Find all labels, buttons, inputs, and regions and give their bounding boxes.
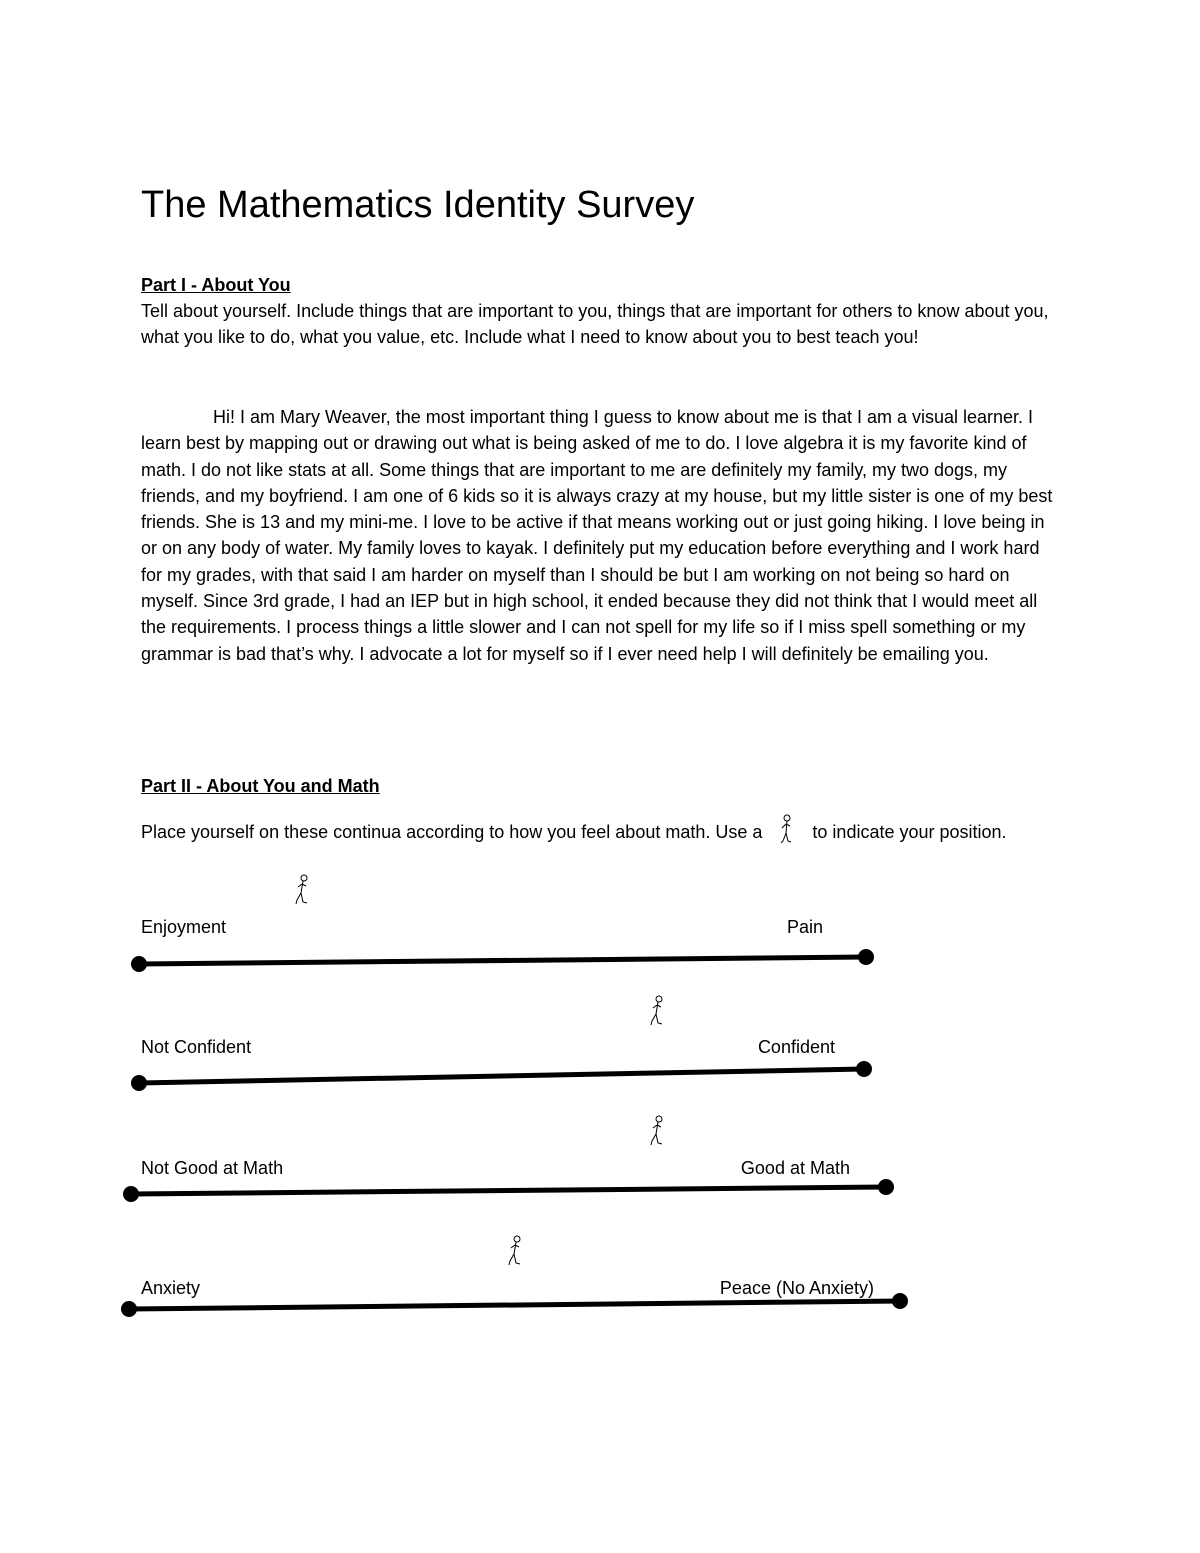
continuum-4-marker-icon[interactable]	[503, 1234, 527, 1275]
continuum-2-line	[131, 1061, 872, 1091]
part1-heading: Part I - About You	[141, 275, 291, 295]
continuum-1-marker-icon[interactable]	[290, 873, 314, 914]
continuum-3-left-label: Not Good at Math	[141, 1158, 284, 1178]
continuum-3-right-label: Good at Math	[740, 1158, 850, 1178]
continuum-2-left-label: Not Confident	[141, 1037, 252, 1057]
page-title: The Mathematics Identity Survey	[141, 184, 695, 226]
part1-prompt: Tell about yourself. Include things that are important to you, things that are important for others to know about you, what you like to do, what you value, etc. Include what I need to know about you to best teach you!	[141, 301, 1049, 348]
continuum-3-line	[123, 1179, 894, 1202]
continuum-1-line	[131, 949, 874, 972]
instruction-text-after: to indicate your position.	[812, 822, 1007, 842]
continuum-3-marker-icon[interactable]	[645, 1114, 669, 1155]
part1-response: Hi! I am Mary Weaver, the most important thing I guess to know about me is that I am a visual learner. I learn best by mapping out or drawing out what is being asked of me to do. I love algebra it is my favorite kind of math. I do not like stats at all. Some things that are important to me are definitely my family, my two dogs, my friends, and my boyfriend. I am one of 6 kids so it is always crazy at my house, but my little sister is one of my best friends. She is 13 and my mini-me. I love to be active if that means working out or just going hiking. I love being in or on any body of water. My family loves to kayak. I definitely put my education before everything and I work hard for my grades, with that said I am harder on myself than I should be but I am working on not being so hard on myself. Since 3rd grade, I had an IEP but in high school, it ended because they did not think that I would meet all the requirements. I process things a little slower and I can not spell for my life so if I miss spell something or my grammar is bad that’s why. I advocate a lot for myself so if I ever need help I will definitely be emailing you.	[141, 407, 1053, 664]
instruction-text-before: Place yourself on these continua according to how you feel about math. Use a	[141, 822, 763, 842]
continuum-2-right-label: Confident	[757, 1037, 835, 1057]
continuum-1-right-label: Pain	[786, 917, 823, 937]
continuum-1-left-label: Enjoyment	[141, 917, 227, 937]
continuum-4-right-label: Peace (No Anxiety)	[719, 1278, 874, 1298]
part2-heading: Part II - About You and Math	[141, 776, 380, 796]
continuum-4-left-label: Anxiety	[141, 1278, 201, 1298]
continuum-2-marker-icon[interactable]	[645, 994, 669, 1035]
continuum-4-line	[121, 1293, 908, 1317]
